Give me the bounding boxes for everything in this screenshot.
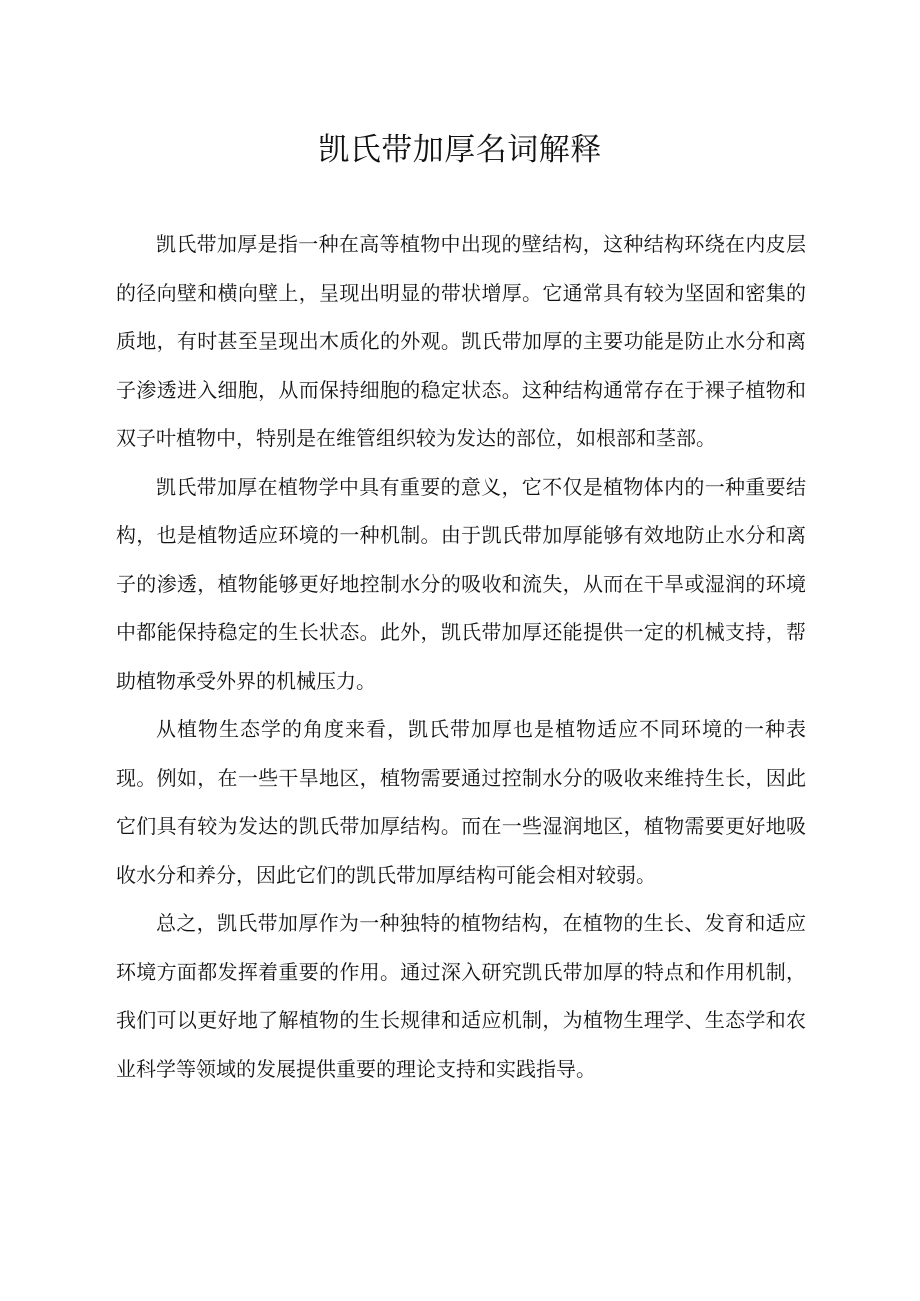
paragraph-2: 凯氏带加厚在植物学中具有重要的意义，它不仅是植物体内的一种重要结构，也是植物适应环境的一种机制。由于凯氏带加厚能够有效地防止水分和离子的渗透，植物能够更好地控制水分的吸收和流失，从而在干旱或湿润的环境中都能保持稳定的生长状态。此外，凯氏带加厚还能提供一定的机械支持，帮助植物承受外界的机械压力。 xyxy=(116,474,806,693)
paragraph-3: 从植物生态学的角度来看，凯氏带加厚也是植物适应不同环境的一种表现。例如，在一些干旱地区，植物需要通过控制水分的吸收来维持生长，因此它们具有较为发达的凯氏带加厚结构。而在一些湿润地区，植物需要更好地吸收水分和养分，因此它们的凯氏带加厚结构可能会相对较弱。 xyxy=(116,717,806,887)
paragraph-1: 凯氏带加厚是指一种在高等植物中出现的壁结构，这种结构环绕在内皮层的径向壁和横向壁上，呈现出明显的带状增厚。它通常具有较为坚固和密集的质地，有时甚至呈现出木质化的外观。凯氏带加厚的主要功能是防止水分和离子渗透进入细胞，从而保持细胞的稳定状态。这种结构通常存在于裸子植物和双子叶植物中，特别是在维管组织较为发达的部位，如根部和茎部。 xyxy=(116,232,806,450)
document-title: 凯氏带加厚名词解释 xyxy=(318,132,602,168)
paragraph-4: 总之，凯氏带加厚作为一种独特的植物结构，在植物的生长、发育和适应环境方面都发挥着重要的作用。通过深入研究凯氏带加厚的特点和作用机制，我们可以更好地了解植物的生长规律和适应机制，为植物生理学、生态学和农业科学等领域的发展提供重要的理论支持和实践指导。 xyxy=(116,911,806,1081)
document-body xyxy=(116,220,806,1093)
